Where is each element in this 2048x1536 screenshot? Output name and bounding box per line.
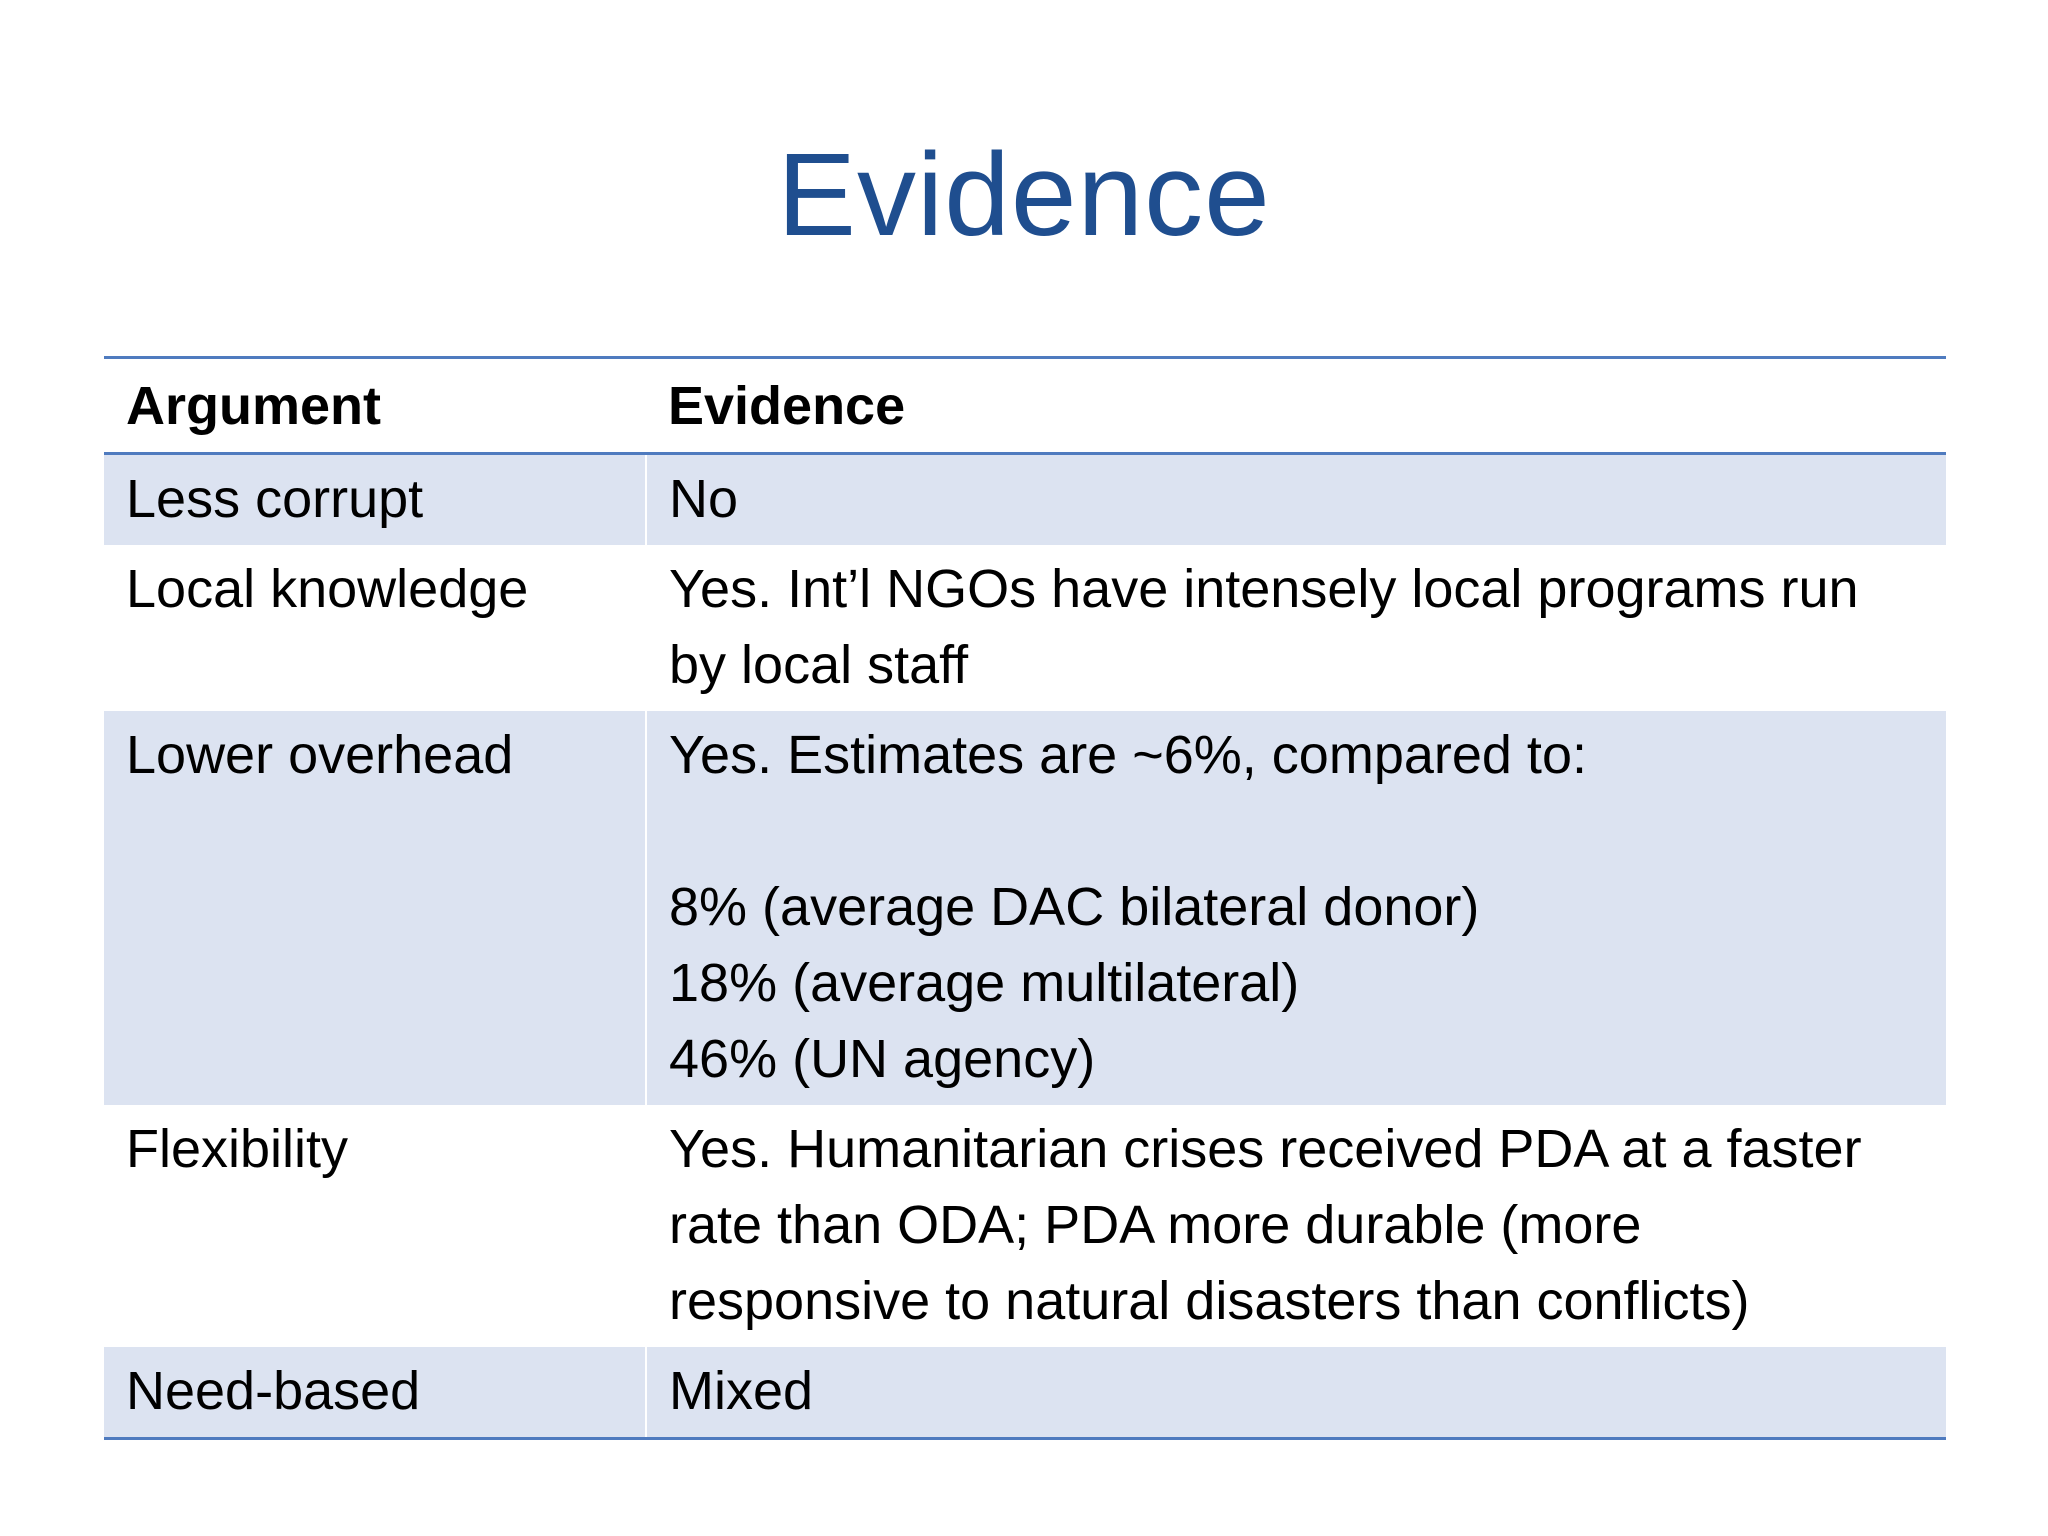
evidence-line: Yes. Estimates are ~6%, compared to: xyxy=(669,725,1587,785)
evidence-line: No xyxy=(669,469,739,529)
argument-cell: Flexibility xyxy=(104,1105,646,1347)
evidence-line: rate than ODA; PDA more durable (more xyxy=(669,1195,1642,1255)
evidence-line: Yes. Humanitarian crises received PDA at a faster xyxy=(669,1119,1862,1179)
header-evidence: Evidence xyxy=(668,375,906,436)
evidence-line: by local staff xyxy=(669,635,969,695)
table-row-lower-overhead xyxy=(104,711,1946,1105)
argument-cell: Need-based xyxy=(104,1347,646,1439)
table-row-need-based xyxy=(104,1347,1946,1439)
evidence-line: Yes. Int’l NGOs have intensely local programs run xyxy=(669,559,1859,619)
evidence-line: 46% (UN agency) xyxy=(669,1029,1096,1089)
evidence-cell xyxy=(646,711,1946,1105)
evidence-blank-line xyxy=(669,793,1924,869)
evidence-table xyxy=(104,356,1946,1440)
argument-cell: Lower overhead xyxy=(104,711,646,1105)
evidence-line: responsive to natural disasters than conflicts) xyxy=(669,1271,1750,1331)
evidence-line: 18% (average multilateral) xyxy=(669,953,1300,1013)
evidence-cell xyxy=(646,1105,1946,1347)
evidence-cell xyxy=(646,454,1946,546)
table-row-flexibility xyxy=(104,1105,1946,1347)
evidence-line: Mixed xyxy=(669,1361,814,1421)
table-row-less-corrupt xyxy=(104,454,1946,546)
table-row-local-knowledge xyxy=(104,545,1946,711)
header-argument: Argument xyxy=(126,375,381,436)
evidence-cell xyxy=(646,545,1946,711)
evidence-cell xyxy=(646,1347,1946,1439)
argument-cell: Less corrupt xyxy=(104,454,646,546)
table-header-row xyxy=(104,358,1946,454)
evidence-line: 8% (average DAC bilateral donor) xyxy=(669,877,1480,937)
slide-title: Evidence xyxy=(777,129,1271,261)
argument-cell: Local knowledge xyxy=(104,545,646,711)
